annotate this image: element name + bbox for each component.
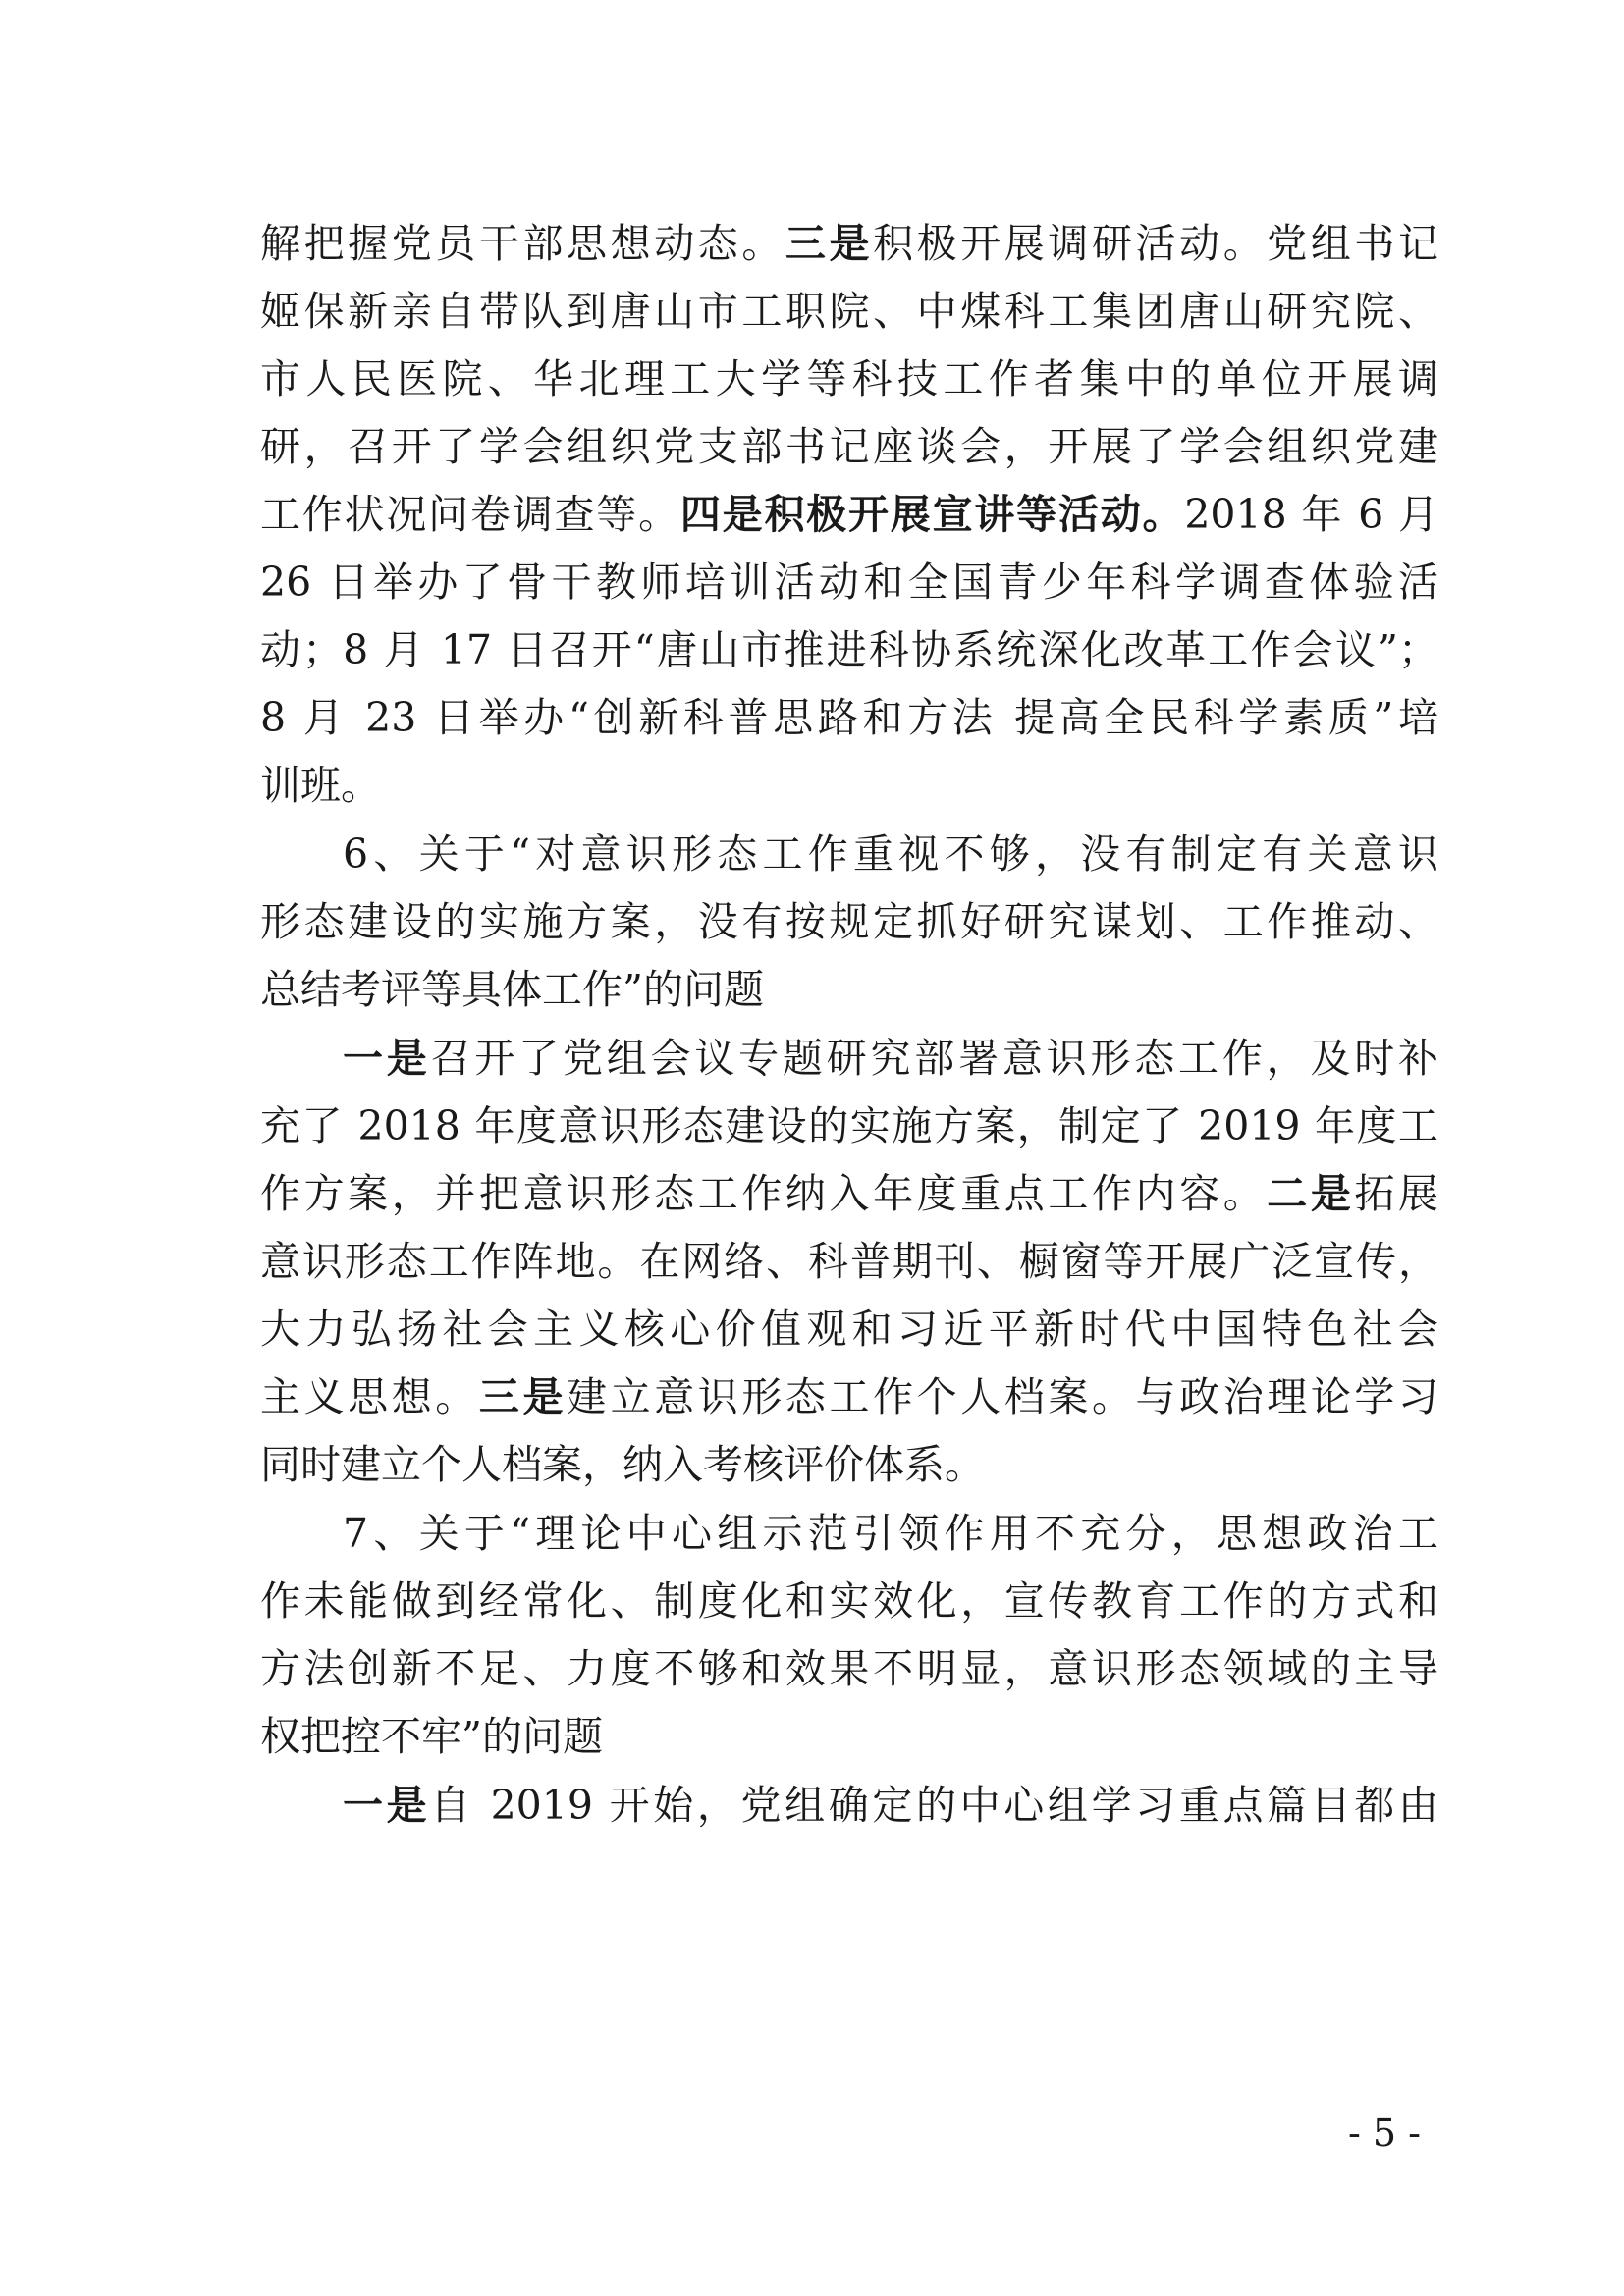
section-heading: 7、关于“理论中心组示范引领作用不充分，思想政治工: [343, 1510, 1438, 1557]
bold-heading: 三是: [478, 1373, 568, 1420]
section-heading: 总结考评等具体工作”的问题: [260, 966, 764, 1013]
section-heading: 方法创新不足、力度不够和效果不明显，意识形态领域的主导: [260, 1645, 1438, 1692]
text-line: 意识形态工作阵地。在网络、科普期刊、橱窗等开展广泛宣传，: [260, 1238, 1438, 1285]
section-heading: 6、关于“对意识形态工作重视不够，没有制定有关意识: [343, 830, 1438, 878]
text-line: 8 月 23 日举办“创新科普思路和方法 提高全民科学素质”培: [260, 694, 1438, 741]
text-line: 训班。: [260, 762, 381, 809]
section-heading: 权把控不牢”的问题: [260, 1713, 603, 1760]
text-line: 主义思想。三是建立意识形态工作个人档案。与政治理论学习: [260, 1373, 1439, 1420]
text-line: 一是召开了党组会议专题研究部署意识形态工作，及时补: [343, 1035, 1439, 1082]
text-line: 工作状况问卷调查等。四是积极开展宣讲等活动。2018 年 6 月: [260, 491, 1439, 538]
text-line: 研，召开了学会组织党支部书记座谈会，开展了学会组织党建: [260, 423, 1438, 470]
section-heading: 形态建设的实施方案，没有按规定抓好研究谋划、工作推动、: [260, 898, 1438, 945]
bold-heading: 一是: [343, 1782, 431, 1829]
text-line: 26 日举办了骨干教师培训活动和全国青少年科学调查体验活: [260, 559, 1438, 606]
text-line: 一是自 2019 开始，党组确定的中心组学习重点篇目都由: [343, 1782, 1439, 1829]
text-line: 作方案，并把意识形态工作纳入年度重点工作内容。二是拓展: [260, 1170, 1439, 1217]
section-heading: 作未能做到经常化、制度化和实效化，宣传教育工作的方式和: [260, 1577, 1438, 1625]
bold-heading: 四是积极开展宣讲等活动。: [679, 491, 1185, 538]
page-number: - 5 -: [1347, 2111, 1421, 2155]
text-line: 充了 2018 年度意识形态建设的实施方案，制定了 2019 年度工: [260, 1102, 1438, 1149]
text-line: 解把握党员干部思想动态。三是积极开展调研活动。党组书记: [260, 220, 1438, 267]
text-line: 动；8 月 17 日召开“唐山市推进科协系统深化改革工作会议”；: [260, 626, 1438, 673]
text-line: 大力弘扬社会主义核心价值观和习近平新时代中国特色社会: [260, 1306, 1438, 1353]
bold-heading: 二是: [1267, 1170, 1355, 1217]
text-line: 姬保新亲自带队到唐山市工职院、中煤科工集团唐山研究院、: [260, 288, 1438, 335]
bold-heading: 一是: [343, 1035, 431, 1082]
bold-heading: 三是: [785, 220, 874, 267]
text-line: 同时建立个人档案，纳入考核评价体系。: [260, 1441, 985, 1488]
text-line: 市人民医院、华北理工大学等科技工作者集中的单位开展调: [260, 355, 1438, 402]
